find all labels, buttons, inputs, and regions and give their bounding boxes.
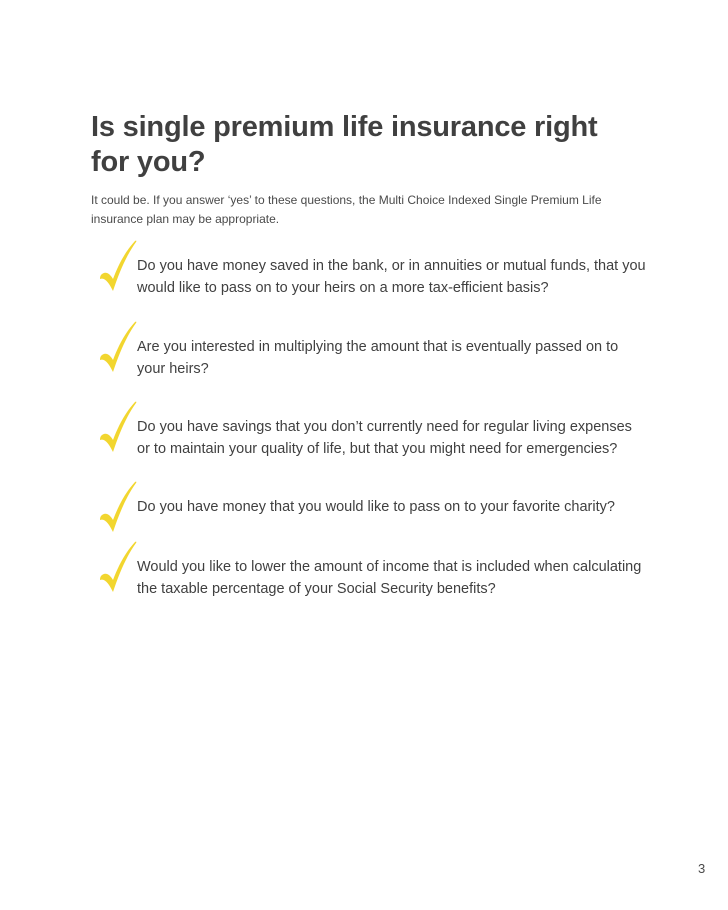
checkmark-icon bbox=[95, 480, 139, 542]
question-item bbox=[0, 336, 728, 396]
question-text: Do you have savings that you don’t currently need for regular living expenses or to maintain your quality of life, but that you might need for emergencies? bbox=[137, 419, 632, 457]
question-item bbox=[0, 416, 728, 476]
checkmark-icon bbox=[95, 400, 139, 462]
intro-text: It could be. If you answer ‘yes’ to these questions, the Multi Choice Indexed Single Premium Life insurance plan may be appropriate. bbox=[91, 193, 602, 226]
question-text: Are you interested in multiplying the amount that is eventually passed on to your heirs? bbox=[137, 339, 619, 377]
question-item bbox=[0, 255, 728, 315]
page-number: 3 bbox=[698, 861, 706, 876]
page-title: Is single premium life insurance right for you? bbox=[91, 111, 598, 178]
question-text: Do you have money that you would like to pass on to your favorite charity? bbox=[137, 499, 615, 515]
question-text: Would you like to lower the amount of income that is included when calculating the taxable percentage of your Social Security benefits? bbox=[137, 559, 642, 597]
question-item bbox=[0, 556, 728, 616]
question-text: Do you have money saved in the bank, or in annuities or mutual funds, that you would like to pass on to your heirs on a more tax-efficient basis? bbox=[137, 258, 646, 296]
checkmark-icon bbox=[95, 540, 139, 602]
checkmark-icon bbox=[95, 239, 139, 301]
checkmark-icon bbox=[95, 320, 139, 382]
